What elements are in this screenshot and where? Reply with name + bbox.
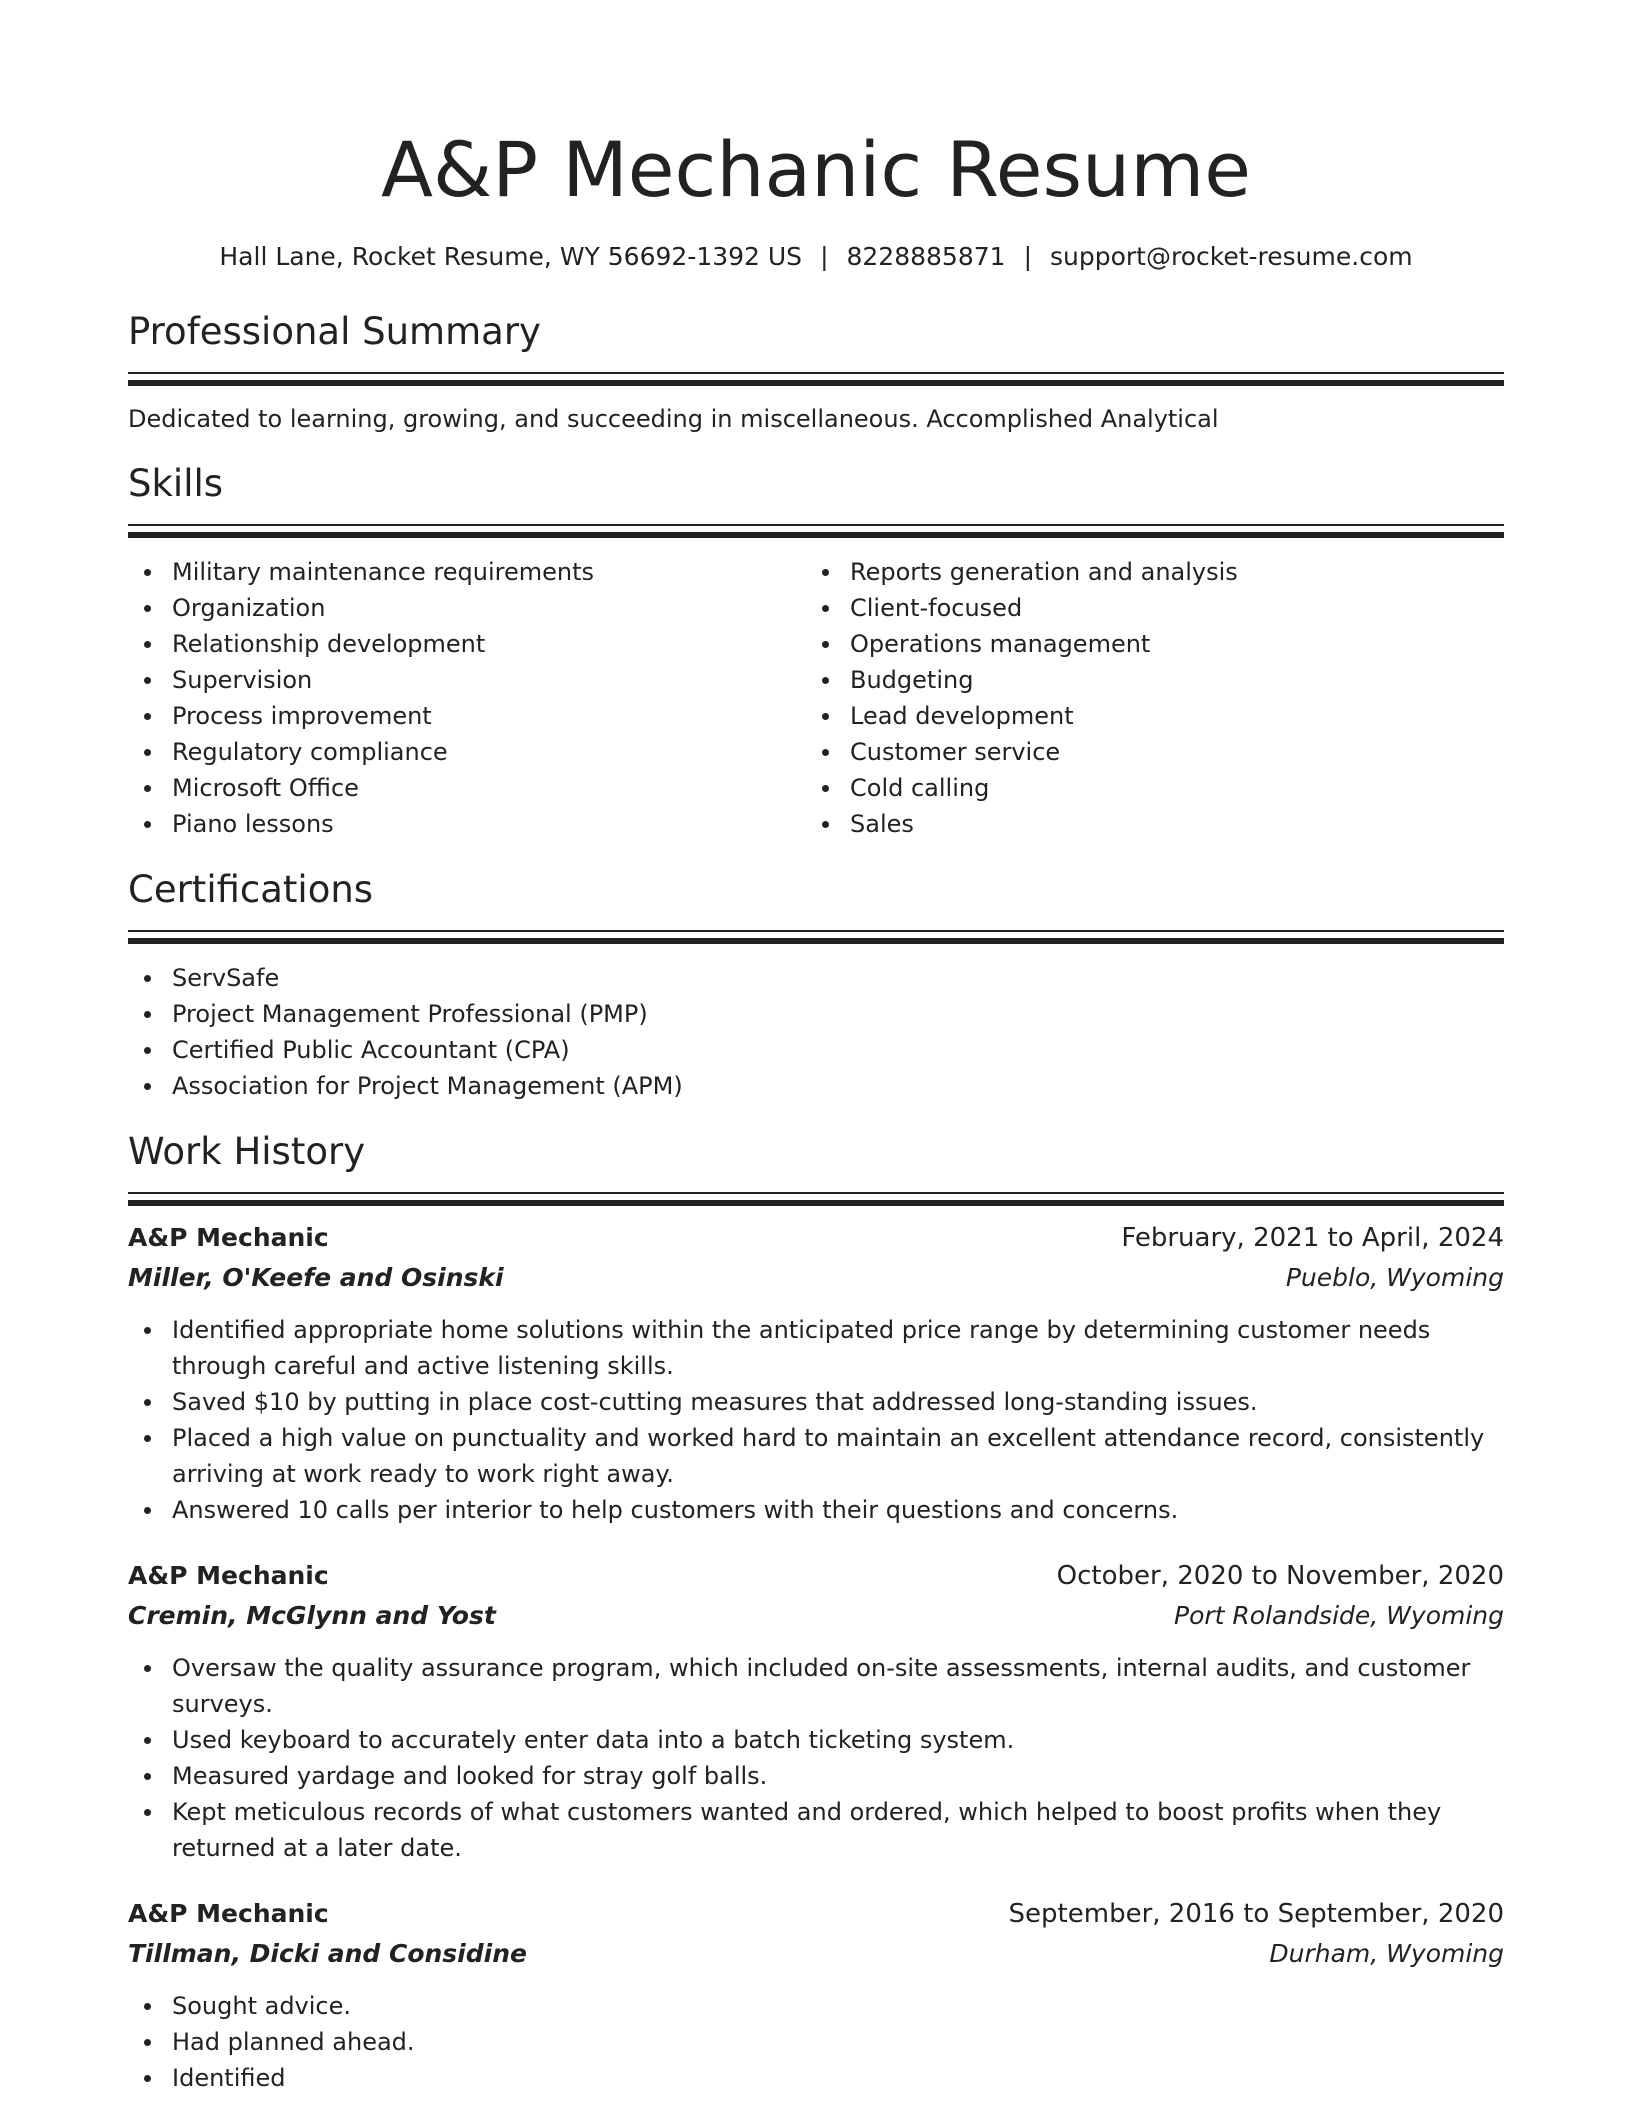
resume-page [128, 0, 1504, 2096]
certification-item: Certified Public Accountant (CPA) [128, 1032, 1504, 1068]
address: Hall Lane, Rocket Resume, WY 56692-1392 US [219, 242, 803, 271]
job-bullet: Answered 10 calls per interior to help customers with their questions and concerns. [128, 1492, 1504, 1528]
skill-item: Cold calling [806, 770, 1484, 806]
job-header [128, 1220, 1504, 1256]
skill-item: Customer service [806, 734, 1484, 770]
contact-separator: | [1023, 242, 1032, 271]
skills-column-right [806, 554, 1484, 842]
job-bullet: Saved $10 by putting in place cost-cutting measures that addressed long-standing issues. [128, 1384, 1504, 1420]
job-bullet: Measured yardage and looked for stray golf balls. [128, 1758, 1504, 1794]
job-bullet: Had planned ahead. [128, 2024, 1504, 2060]
job-employer: Tillman, Dicki and Considine [128, 1939, 527, 1968]
section-divider [128, 372, 1504, 386]
contact-separator: | [820, 242, 829, 271]
job-subheader [128, 1936, 1504, 1972]
section-title-skills: Skills [128, 462, 224, 505]
contact-line [128, 240, 1504, 274]
skill-item: Piano lessons [128, 806, 806, 842]
job-bullets [128, 1312, 1504, 1528]
job-title: A&P Mechanic [128, 1561, 329, 1590]
job-location: Durham, Wyoming [1269, 1939, 1504, 1968]
skill-item: Relationship development [128, 626, 806, 662]
certification-item: Project Management Professional (PMP) [128, 996, 1504, 1032]
skill-item: Client-focused [806, 590, 1484, 626]
job-bullet: Identified [128, 2060, 1504, 2096]
skill-item: Microsoft Office [128, 770, 806, 806]
section-divider [128, 930, 1504, 944]
job-bullet: Kept meticulous records of what customers wanted and ordered, which helped to boost profits when they returned at a later date. [128, 1794, 1504, 1866]
skill-item: Process improvement [128, 698, 806, 734]
skill-item: Supervision [128, 662, 806, 698]
job-employer: Miller, O'Keefe and Osinski [128, 1263, 504, 1292]
certification-item: ServSafe [128, 960, 1504, 996]
section-title-summary: Professional Summary [128, 310, 541, 353]
job-header [128, 1558, 1504, 1594]
skills-section [128, 460, 1504, 842]
job-entry [128, 1220, 1504, 1528]
certification-item: Association for Project Management (APM) [128, 1068, 1504, 1104]
job-bullet: Sought advice. [128, 1988, 1504, 2024]
skill-item: Operations management [806, 626, 1484, 662]
job-dates: October, 2020 to November, 2020 [1056, 1561, 1504, 1591]
skill-item: Regulatory compliance [128, 734, 806, 770]
summary-text: Dedicated to learning, growing, and succeeding in miscellaneous. Accomplished Analytical [128, 405, 1219, 433]
job-dates: September, 2016 to September, 2020 [1008, 1899, 1504, 1929]
job-title: A&P Mechanic [128, 1223, 329, 1252]
skill-item: Sales [806, 806, 1484, 842]
job-bullet: Identified appropriate home solutions within the anticipated price range by determining customer needs through careful and active listening skills. [128, 1312, 1504, 1384]
skill-item: Organization [128, 590, 806, 626]
job-subheader [128, 1260, 1504, 1296]
job-bullet: Used keyboard to accurately enter data into a batch ticketing system. [128, 1722, 1504, 1758]
job-entry [128, 1896, 1504, 2096]
resume-title: A&P Mechanic Resume [380, 125, 1252, 214]
job-dates: February, 2021 to April, 2024 [1121, 1223, 1504, 1253]
phone: 8228885871 [846, 242, 1006, 271]
certifications-section [128, 866, 1504, 1104]
skill-item: Lead development [806, 698, 1484, 734]
job-bullet: Placed a high value on punctuality and worked hard to maintain an excellent attendance record, consistently arriving at work ready to work right away. [128, 1420, 1504, 1492]
certifications-list [128, 960, 1504, 1104]
job-title: A&P Mechanic [128, 1899, 329, 1928]
skill-item: Reports generation and analysis [806, 554, 1484, 590]
job-bullets [128, 1650, 1504, 1866]
section-divider [128, 1192, 1504, 1206]
job-bullets [128, 1988, 1504, 2096]
skill-item: Budgeting [806, 662, 1484, 698]
job-location: Port Rolandside, Wyoming [1174, 1601, 1504, 1630]
job-entry [128, 1558, 1504, 1866]
job-subheader [128, 1598, 1504, 1634]
section-title-work-history: Work History [128, 1130, 366, 1173]
section-divider [128, 524, 1504, 538]
job-employer: Cremin, McGlynn and Yost [128, 1601, 496, 1630]
skill-item: Military maintenance requirements [128, 554, 806, 590]
job-header [128, 1896, 1504, 1932]
email: support@rocket-resume.com [1050, 242, 1413, 271]
job-location: Pueblo, Wyoming [1285, 1263, 1504, 1292]
work-history-section [128, 1128, 1504, 2096]
job-bullet: Oversaw the quality assurance program, which included on-site assessments, internal audits, and customer surveys. [128, 1650, 1504, 1722]
section-title-certifications: Certifications [128, 868, 374, 911]
skills-column-left [128, 554, 806, 842]
skills-grid [128, 554, 1504, 842]
summary-section [128, 308, 1504, 436]
